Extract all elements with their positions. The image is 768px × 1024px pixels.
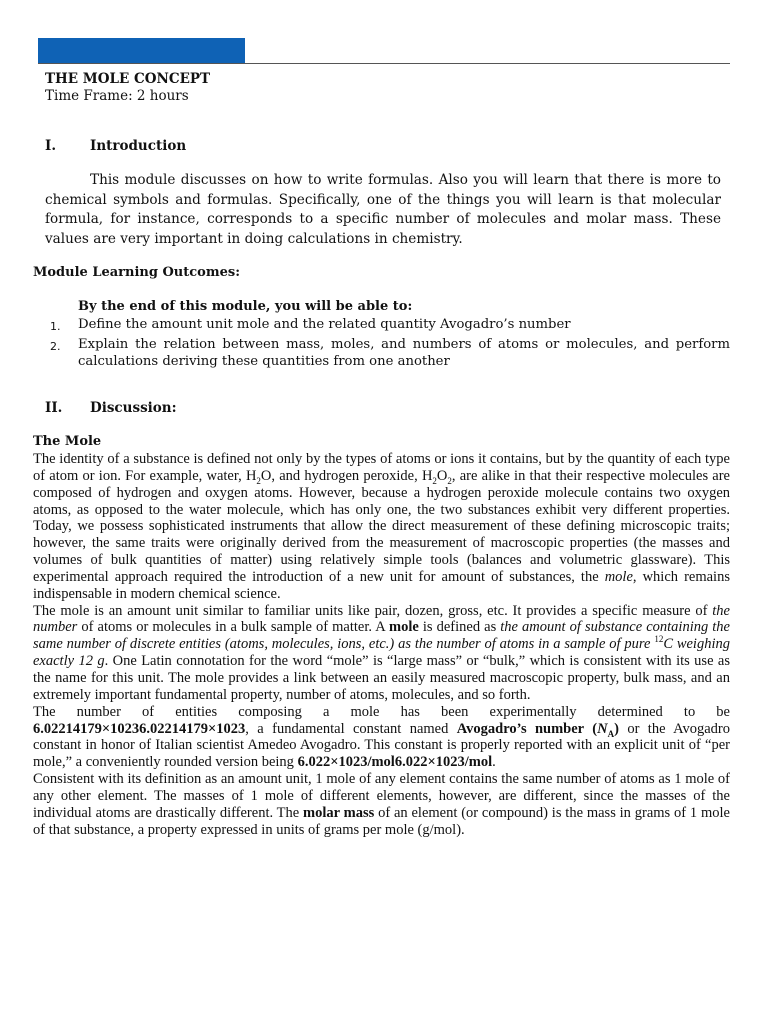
emphasis: N (597, 720, 608, 737)
text-run: , which remains indispensable in modern chemical science. (33, 568, 730, 602)
text-run: or the Avogadro constant in honor of Italian scientist Amedeo Avogadro. This constant is properly reported with an explicit unit of “per mole,” a conveniently rounded version being (33, 720, 731, 771)
rounded-value: 6.022×1023/mol6.022×1023/mol (297, 754, 493, 771)
text-run: ) (614, 720, 619, 737)
outcomes-heading: Module Learning Outcomes: (33, 265, 240, 280)
title-block (45, 71, 210, 105)
avogadro-value: 6.02214179×10236.02214179×1023 (33, 720, 246, 737)
text-run: of atoms or molecules in a bulk sample of matter. A (77, 619, 389, 636)
outcome-list (50, 316, 730, 371)
text-run: Avogadro’s number ( (456, 720, 598, 737)
list-text: Define the amount unit mole and the related quantity Avogadro’s number (78, 317, 571, 332)
subscript: 2 (447, 475, 452, 486)
term-molar-mass: molar mass (303, 804, 375, 821)
emphasis: the number (33, 602, 730, 636)
list-number: 2. (50, 340, 61, 353)
header-rule (38, 63, 730, 64)
text-run: of an element (or compound) is the mass in grams of 1 mole of that substance, a property expressed in units of grams per mole (g/mol). (33, 804, 730, 838)
term-avogadro (457, 721, 619, 737)
subscript: 2 (256, 475, 261, 486)
list-number: 1. (50, 320, 61, 333)
section-number: II. (45, 400, 63, 416)
list-item (50, 316, 730, 335)
superscript: 12 (654, 634, 664, 645)
section-discussion-heading (45, 400, 177, 416)
text-run: . One Latin connotation for the word “mole” is “large mass” or “bulk,” which is consistent with its use as the name for this unit. The mole provides a link between an easily measured macroscopic property, bulk mass, and an extremely important fundamental property, number of atoms, molecules, and so forth. (33, 653, 730, 703)
paragraph-molar-mass (33, 771, 730, 838)
page-title: THE MOLE CONCEPT (45, 71, 211, 87)
paragraph-definition (33, 603, 730, 704)
time-frame: Time Frame: 2 hours (45, 88, 189, 104)
text-run: is defined as (418, 619, 501, 636)
text-run: . (492, 754, 496, 771)
section-introduction-heading (45, 138, 186, 154)
outcomes-lead: By the end of this module, you will be able to: (78, 299, 413, 314)
subscript: 2 (432, 475, 437, 486)
text-run: The identity of a substance is defined not only by the types of atoms or ions it contains, but by the quantity of each type of atom or ion. For example, water, H (33, 451, 730, 484)
emphasis: mole (604, 568, 633, 585)
text-run: , are alike in that their respective molecules are composed of hydrogen and oxygen atoms. However, because a hydrogen peroxide molecule contains two oxygen atoms, as opposed to the water molecule, which has only one, the two substances exhibit very different properties. Today, we possess sophisticated instruments that allow the direct measurement of these defining microscopic traits; however, the same traits were originally derived from the measurement of macroscopic properties (the masses and volumes of bulk quantities of matter) using relatively simple tools (balances and volumetric glassware). This experimental approach required the introduction of a new unit for amount of substances, the (33, 467, 730, 585)
section-label: Introduction (90, 138, 187, 154)
the-mole-heading: The Mole (33, 434, 102, 449)
introduction-paragraph: This module discusses on how to write formulas. Also you will learn that there is more to chemical symbols and formulas. Specifically, one of the things you will learn is that molecular formula, for instance, corresponds to a specific number of molecules and molar mass. These values are very important in doing calculations in chemistry. (45, 172, 721, 247)
text-run: Consistent with its definition as an amount unit, 1 mole of any element contains the same number of atoms as 1 mole of any other element. The masses of 1 mole of different elements, however, are different, since the masses of the individual atoms are drastically different. The (33, 771, 730, 821)
subscript: A (607, 728, 615, 739)
paragraph-avogadro (33, 704, 730, 771)
term-mole: mole (389, 619, 419, 636)
list-item (50, 336, 730, 370)
text-run: O, and hydrogen peroxide, H (260, 467, 433, 484)
text-run: The mole is an amount unit similar to familiar units like pair, dozen, gross, etc. It provides a specific measure of (33, 602, 713, 619)
emphasis: C weighing exactly 12 g (33, 636, 730, 670)
paragraph-identity (33, 451, 730, 603)
emphasis: the amount of substance containing the same number of discrete entities (atoms, molecules, ions, etc.) as the number of atoms in a sample of pure (33, 619, 730, 653)
text-run: , a fundamental constant named (245, 720, 457, 737)
section-label: Discussion: (90, 400, 177, 416)
text-run: O (436, 467, 448, 484)
text-run: The number of entities composing a mole has been experimentally determined to be (33, 703, 730, 720)
section-number: I. (45, 138, 57, 154)
list-text: Explain the relation between mass, moles, and numbers of atoms or molecules, and perform calculations deriving these quantities from one another (78, 337, 730, 369)
discussion-body (33, 451, 730, 838)
header-accent-block (38, 38, 245, 64)
